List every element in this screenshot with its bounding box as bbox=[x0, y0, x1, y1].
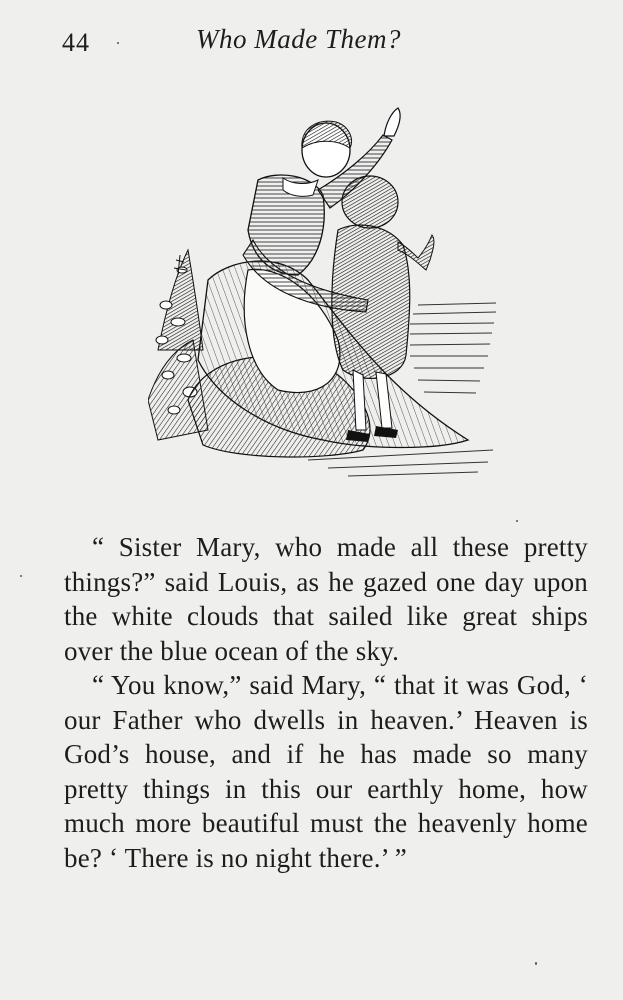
paper-speck bbox=[535, 962, 537, 965]
horizon-lines bbox=[410, 303, 496, 393]
body-text bbox=[64, 530, 588, 875]
paper-speck bbox=[516, 520, 518, 522]
page-number: 44 bbox=[62, 28, 90, 57]
engraving-illustration bbox=[148, 100, 500, 482]
paragraph-1: “ Sister Mary, who made all these pretty things?” said Louis, as he gazed one day upon the white clouds that sailed like great ships over the blue ocean of the sky. bbox=[64, 532, 588, 666]
paper-speck bbox=[117, 42, 119, 44]
running-title: Who Made Them? bbox=[196, 24, 401, 54]
paper-speck bbox=[20, 575, 22, 577]
running-head bbox=[0, 22, 623, 62]
paragraph-2: “ You know,” said Mary, “ that it was God, ‘ our Father who dwells in heaven.’ Heaven is God’s house, and if he has made so many pretty things in this our earthly home, how much more beautiful must the heavenly home be? ‘ There is no night there.’ ” bbox=[64, 670, 588, 873]
